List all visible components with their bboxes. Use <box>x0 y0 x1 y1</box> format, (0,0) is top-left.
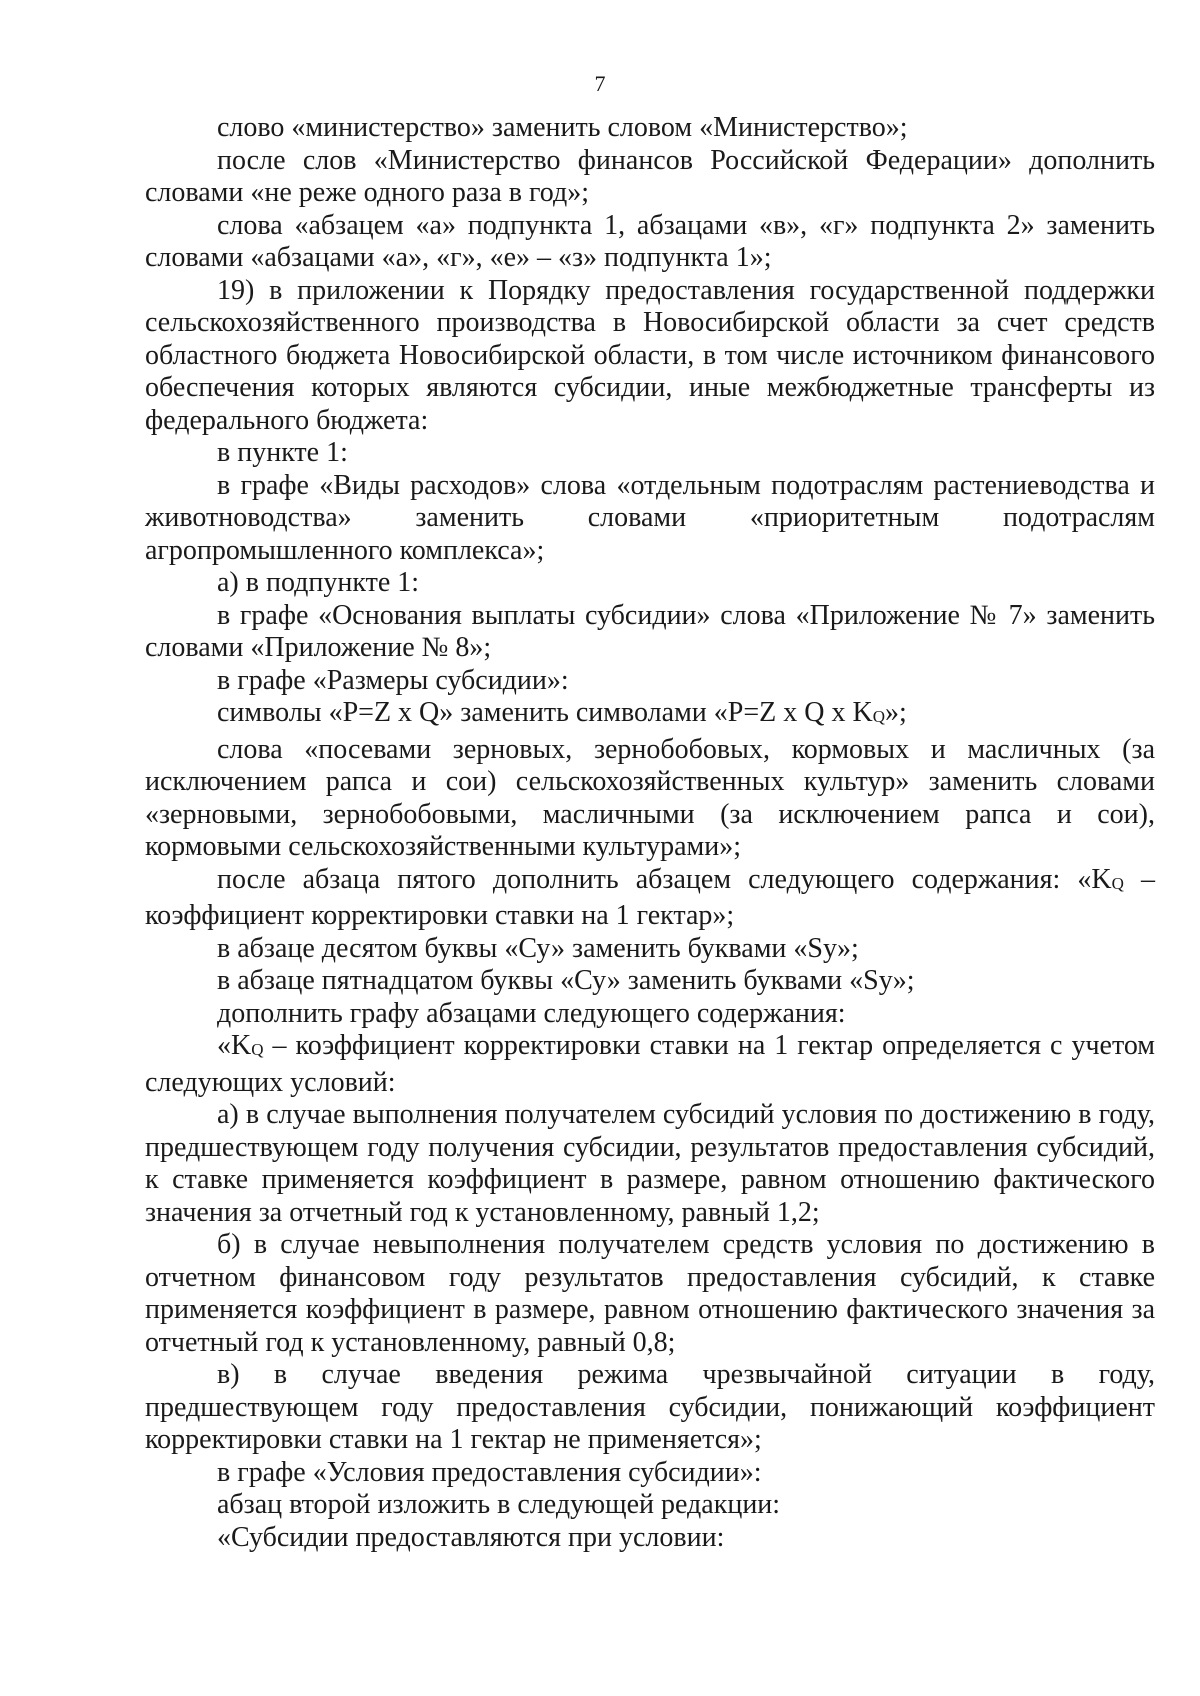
paragraph: в абзаце десятом буквы «Су» заменить буквами «Sy»; <box>217 932 859 964</box>
paragraph: слова «абзацем «а» подпункта 1, абзацами «в», «г» подпункта 2» заменить словами «абзацами «а», «г», «е» – «з» подпункта 1»; <box>145 209 1155 273</box>
paragraph: в графе «Размеры субсидии»: <box>217 664 569 696</box>
paragraph: 19) в приложении к Порядку предоставления государственной поддержки сельскохозяйственного производства в Новосибирской области за счет средств областного бюджета Новосибирской области, в том числе источником финансового обеспечения которых являются субсидии, иные межбюджетные трансферты из федерального бюджета: <box>145 274 1155 436</box>
document-body <box>145 112 1155 1554</box>
paragraph: а) в подпункте 1: <box>217 567 420 598</box>
paragraph-text: символы «P=Z x Q» заменить символами «P=Z x Q x K <box>217 697 873 728</box>
paragraph: после слов «Министерство финансов Российской Федерации» дополнить словами «не реже одного раза в год»; <box>145 144 1155 208</box>
paragraph-text: – коэффициент корректировки ставки на 1 гектар»; <box>145 863 1155 931</box>
paragraph: дополнить графу абзацами следующего содержания: <box>217 997 846 1029</box>
paragraph <box>145 1030 1155 1099</box>
paragraph: абзац второй изложить в следующей редакции: <box>217 1489 781 1520</box>
paragraph: б) в случае невыполнения получателем средств условия по достижению в отчетном финансовом году результатов предоставления субсидий, к ставке применяется коэффициент в размере, равном отношению фактического значения за отчетный год к установленному, равный 0,8; <box>145 1229 1155 1358</box>
paragraph-text: «K <box>217 1030 252 1061</box>
paragraph: в графе «Виды расходов» слова «отдельным подотраслям растениеводства и животноводства» заменить словами «приоритетным подотраслям агропромышленного комплекса»; <box>145 469 1155 566</box>
paragraph: «Субсидии предоставляются при условии: <box>217 1521 725 1553</box>
paragraph: а) в случае выполнения получателем субсидий условия по достижению в году, предшествующем году получения субсидии, результатов предоставления субсидий, к ставке применяется коэффициент в размере, равном отношению фактического значения за отчетный год к установленному, равный 1,2; <box>145 1099 1155 1228</box>
page-number: 7 <box>594 71 606 96</box>
paragraph-text: после абзаца пятого дополнить абзацем следующего содержания: «K <box>217 863 1112 895</box>
paragraph: слово «министерство» заменить словом «Министерство»; <box>217 112 908 143</box>
paragraph <box>145 697 1155 734</box>
paragraph: в пункте 1: <box>217 437 348 468</box>
subscript: Q <box>251 1040 264 1059</box>
subscript: Q <box>872 707 885 726</box>
paragraph: в графе «Условия предоставления субсидии»: <box>217 1456 762 1488</box>
subscript: Q <box>1111 873 1124 893</box>
paragraph: в) в случае введения режима чрезвычайной ситуации в году, предшествующем году предоставления субсидии, понижающий коэффициент корректировки ставки на 1 гектар не применяется»; <box>145 1359 1155 1455</box>
paragraph: в абзаце пятнадцатом буквы «Су» заменить буквами «Sy»; <box>217 965 915 996</box>
paragraph-text: – коэффициент корректировки ставки на 1 гектар определяется с учетом следующих условий: <box>145 1030 1155 1098</box>
paragraph: слова «посевами зерновых, зернобобовых, кормовых и масличных (за исключением рапса и сои) сельскохозяйственных культур» заменить словами «зерновыми, зернобобовыми, масличными (за исключением рапса и сои), кормовыми сельскохозяйственными культурами»; <box>145 733 1155 862</box>
paragraph: в графе «Основания выплаты субсидии» слова «Приложение № 7» заменить словами «Приложение № 8»; <box>145 599 1155 663</box>
paragraph <box>145 864 1155 933</box>
paragraph-text: »; <box>884 697 907 728</box>
